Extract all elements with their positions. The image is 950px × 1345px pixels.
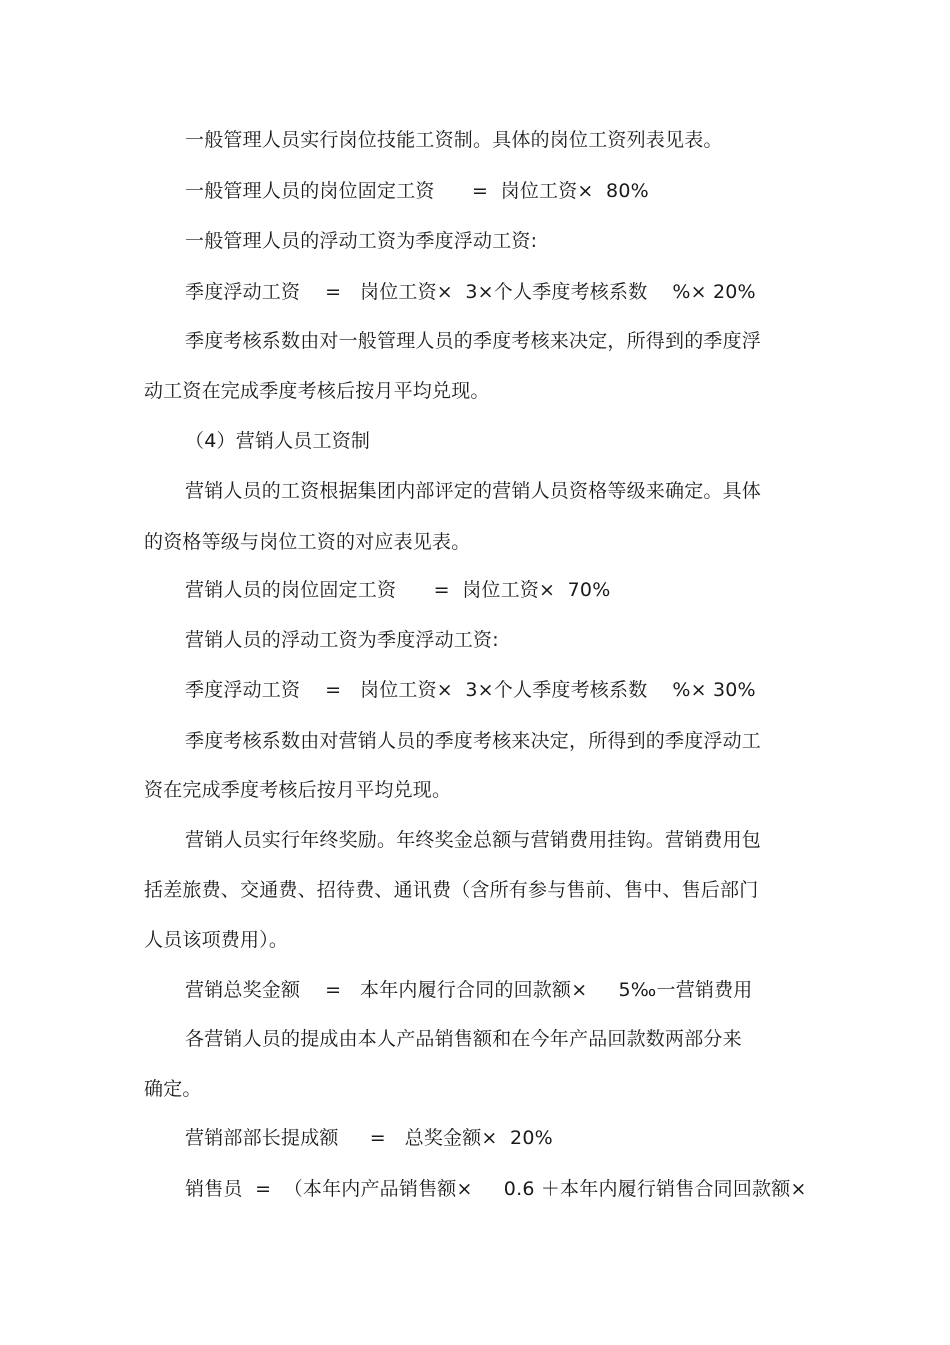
paragraph-line: 一般管理人员实行岗位技能工资制。具体的岗位工资列表见表。 — [185, 129, 723, 151]
section-heading: （4）营销人员工资制 — [185, 430, 371, 452]
paragraph-line: 各营销人员的提成由本人产品销售额和在今年产品回款数两部分来 — [185, 1028, 742, 1050]
paragraph-line: 确定。 — [144, 1078, 202, 1100]
paragraph-line: 季度考核系数由对一般管理人员的季度考核来决定，所得到的季度浮 — [185, 330, 762, 352]
formula-line: 一般管理人员的岗位固定工资 = 岗位工资× 80% — [185, 180, 649, 202]
paragraph-line: 人员该项费用）。 — [144, 929, 289, 951]
formula-line: 季度浮动工资 = 岗位工资× 3×个人季度考核系数 %× 20% — [185, 281, 756, 303]
formula-line: 营销总奖金额 = 本年内履行合同的回款额× 5‰一营销费用 — [185, 979, 753, 1001]
formula-line: 营销部部长提成额 = 总奖金额× 20% — [185, 1127, 553, 1149]
paragraph-line: 括差旅费、交通费、招待费、通讯费（含所有参与售前、售中、售后部门 — [144, 879, 759, 901]
paragraph-line: 营销人员的工资根据集团内部评定的营销人员资格等级来确定。具体 — [185, 480, 762, 502]
paragraph-line: 营销人员实行年终奖励。年终奖金总额与营销费用挂钩。营销费用包 — [185, 829, 762, 851]
paragraph-line: 营销人员的浮动工资为季度浮动工资: — [185, 629, 499, 651]
paragraph-line: 季度考核系数由对营销人员的季度考核来决定，所得到的季度浮动工 — [185, 730, 762, 752]
paragraph-line: 一般管理人员的浮动工资为季度浮动工资: — [185, 230, 538, 252]
formula-line: 季度浮动工资 = 岗位工资× 3×个人季度考核系数 %× 30% — [185, 679, 756, 701]
formula-line: 营销人员的岗位固定工资 = 岗位工资× 70% — [185, 579, 611, 601]
formula-line: 销售员 = （本年内产品销售额× 0.6 ＋本年内履行销售合同回款额× — [185, 1178, 807, 1200]
paragraph-line: 动工资在完成季度考核后按月平均兑现。 — [144, 380, 490, 402]
paragraph-line: 的资格等级与岗位工资的对应表见表。 — [144, 531, 471, 553]
paragraph-line: 资在完成季度考核后按月平均兑现。 — [144, 779, 452, 801]
